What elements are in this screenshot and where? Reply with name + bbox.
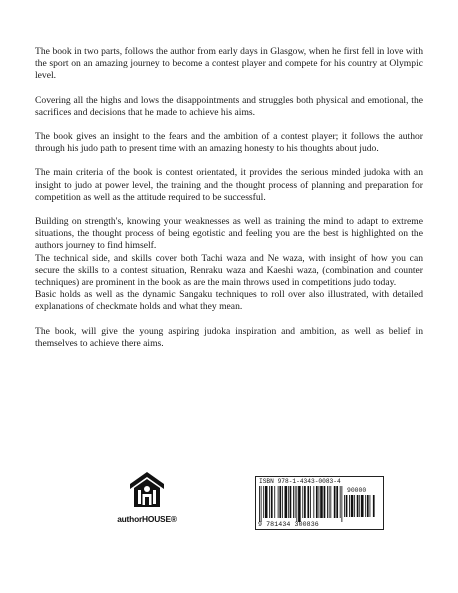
addon-bars xyxy=(344,495,380,521)
publisher-name: authorHOUSE® xyxy=(117,514,177,524)
house-icon xyxy=(127,470,167,510)
blurb-paragraph-7: Basic holds as well as the dynamic Sangaku techniques to roll over also illustrated, with detailed explanations of checkmate holds and what they mean. xyxy=(35,289,423,313)
blurb-paragraph-2: Covering all the highs and lows the disappointments and struggles both physical and emotional, the sacrifices and decisions that he made to achieve his aims. xyxy=(35,94,423,118)
blurb-paragraph-6: The technical side, and skills cover both Tachi waza and Ne waza, with insight of how you can secure the skills to a contest situation, Renraku waza and Kaeshi waza, (combination and counter techniques) are prominent in the book as are the main throws used in competitions judo today. xyxy=(35,252,423,289)
blurb-paragraph-4: The main criteria of the book is contest orientated, it provides the serious minded judoka with an insight to judo at power level, the training and the thought process of planning and preparation for competition as well as the attitude required to be successful. xyxy=(35,167,423,203)
isbn-label: ISBN 978-1-4343-0083-4 xyxy=(259,478,341,485)
blurb-paragraph-5: Building on strength's, knowing your weaknesses as well as training the mind to adapt to extreme situations, the thought process of being egotistic and feeling you are the best is highlighted on the authors journey to find himself. xyxy=(35,216,423,252)
publisher-logo xyxy=(113,470,181,530)
price-code: 90000 xyxy=(347,487,367,494)
ean-bars xyxy=(259,486,343,522)
isbn-barcode xyxy=(255,476,384,530)
blurb-paragraph-8: The book, will give the young aspiring judoka inspiration and ambition, as well as belief in themselves to achieve there aims. xyxy=(35,325,423,349)
blurb-paragraph-3: The book gives an insight to the fears and the ambition of a contest player; it follows the author through his judo path to present time with an amazing honesty to his thoughts about judo. xyxy=(35,131,423,155)
ean-digits: 9 781434 300836 xyxy=(258,521,319,528)
back-cover-blurb xyxy=(35,46,423,362)
blurb-paragraph-1: The book in two parts, follows the author from early days in Glasgow, when he first fell in love with the sport on an amazing journey to become a contest player and compete for his country at Olympic level. xyxy=(35,46,423,82)
